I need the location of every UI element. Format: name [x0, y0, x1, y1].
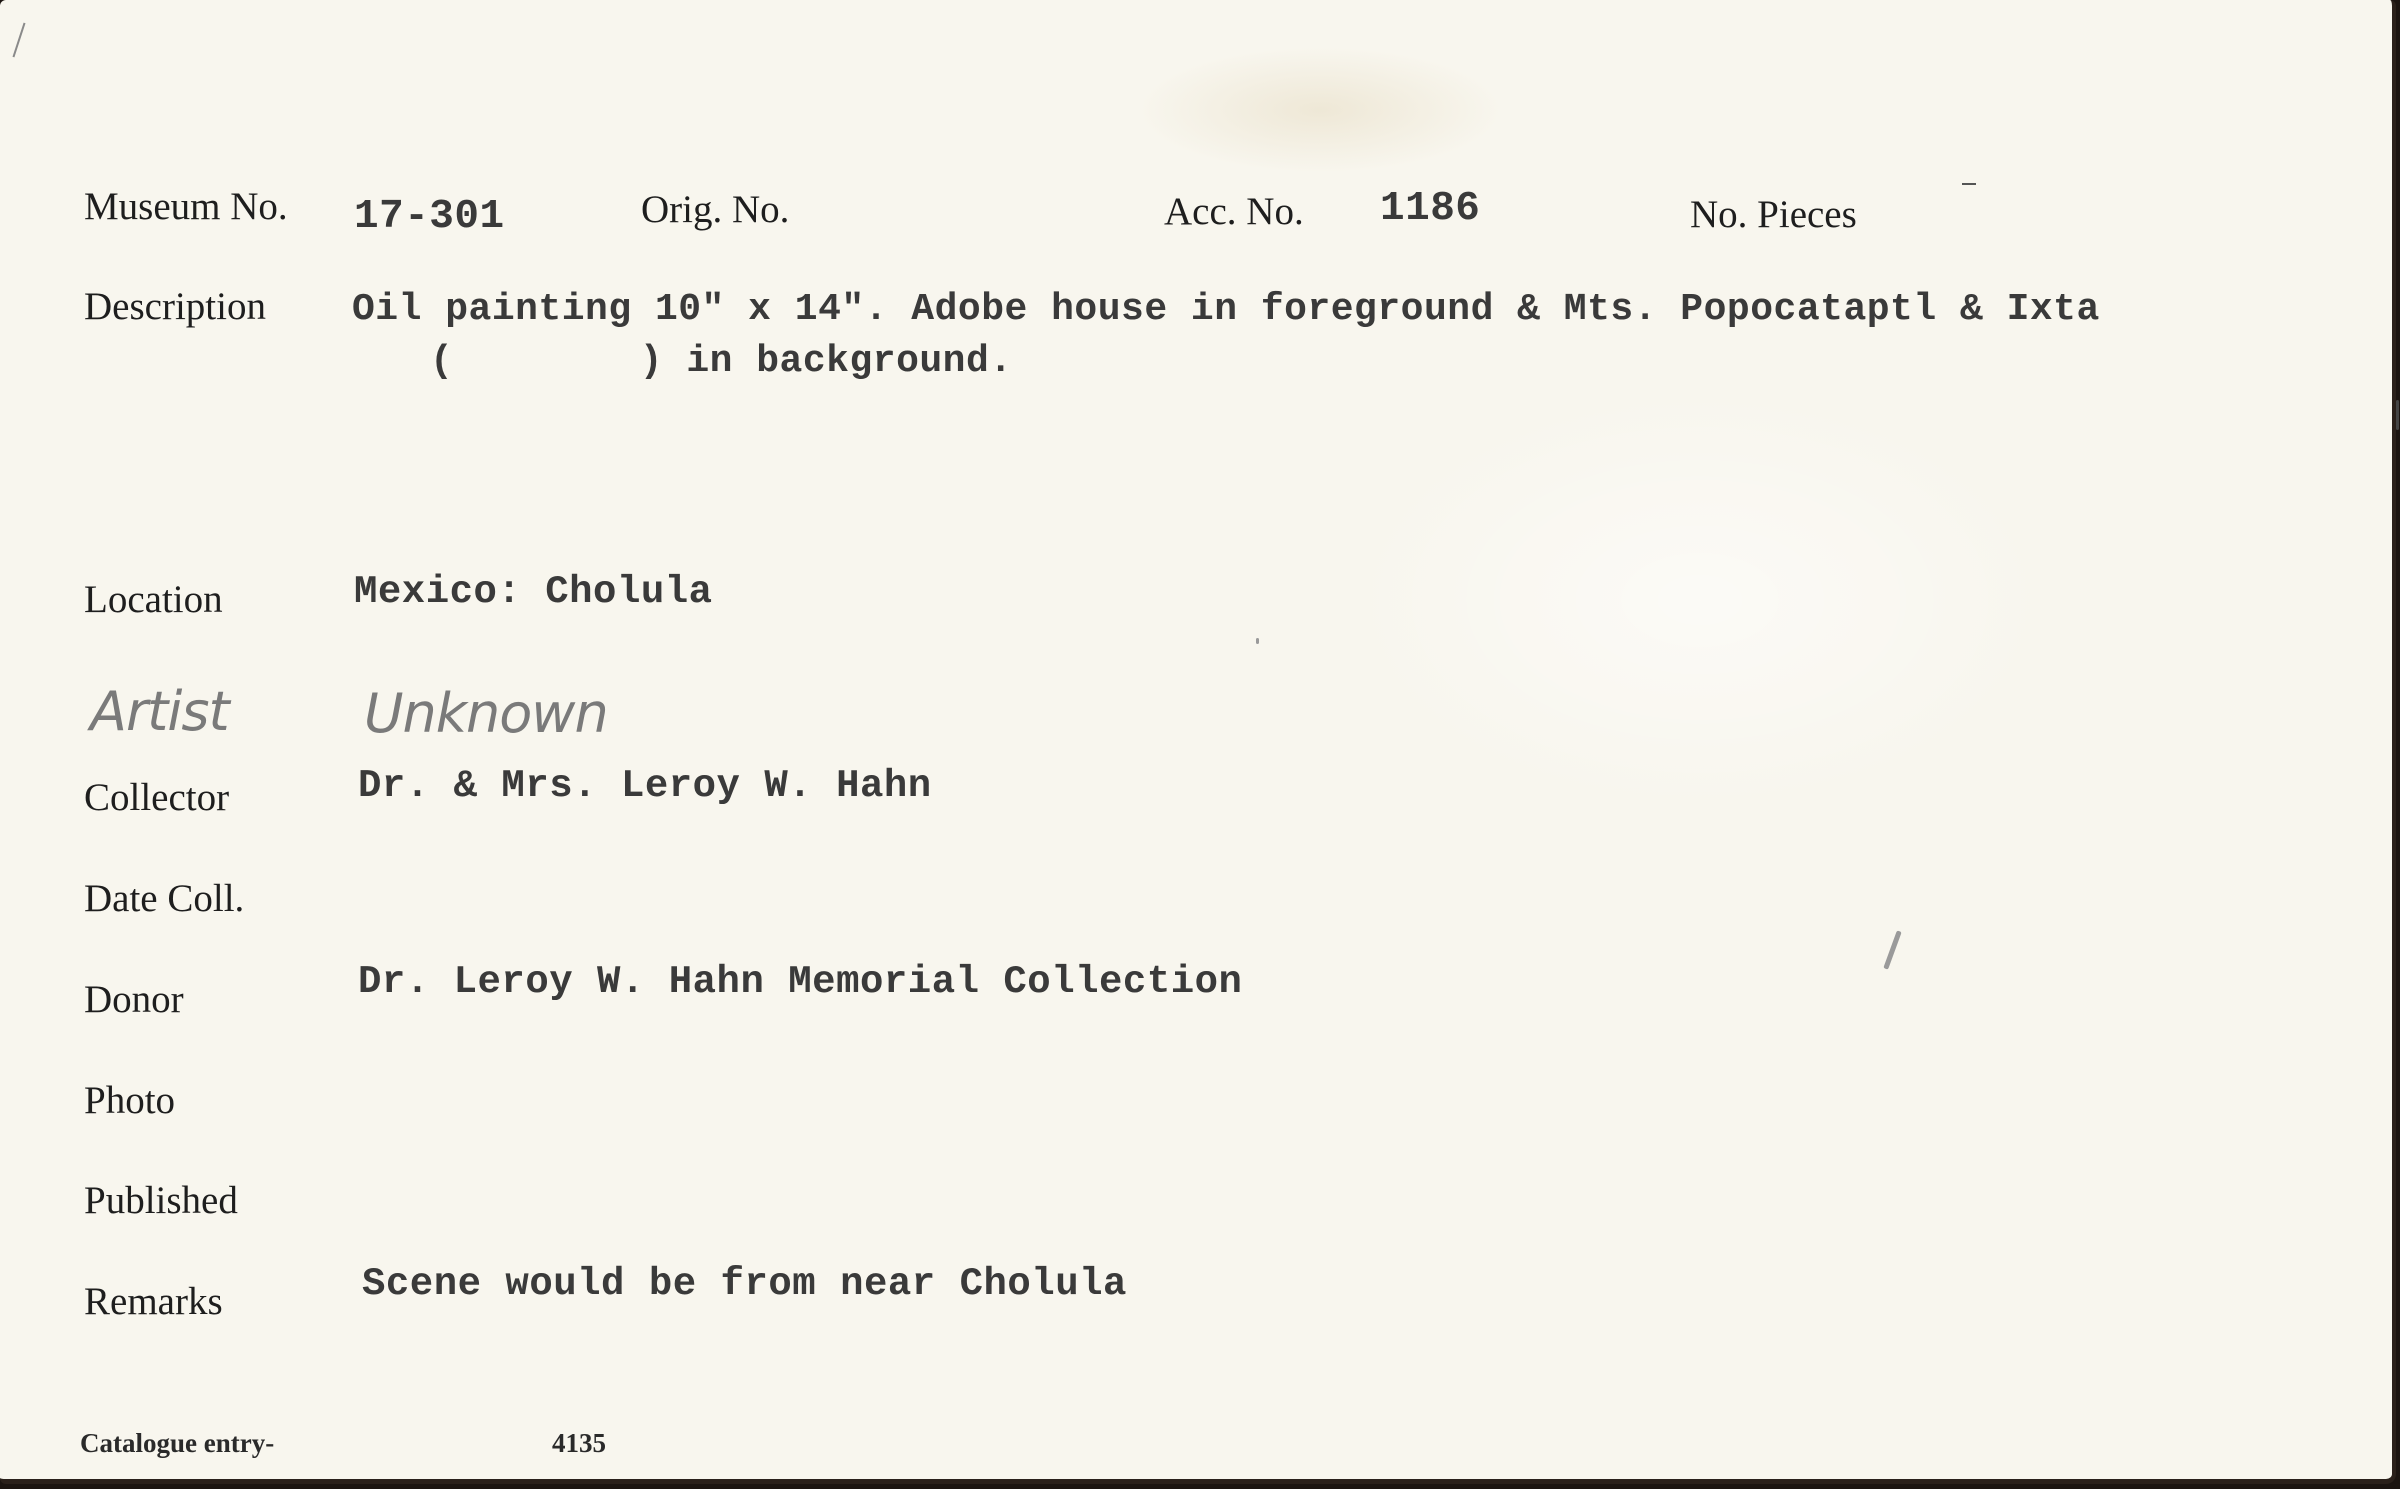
orig-no-label: Orig. No. — [641, 188, 790, 231]
artist-label-handwritten: Artist — [90, 680, 229, 743]
donor-value: Dr. Leroy W. Hahn Memorial Collection — [358, 960, 1243, 1004]
edge-mark — [2396, 400, 2399, 430]
donor-label: Donor — [84, 978, 184, 1021]
acc-no-label: Acc. No. — [1164, 190, 1304, 233]
location-value: Mexico: Cholula — [354, 570, 713, 614]
catalogue-entry-label: Catalogue entry- — [80, 1428, 275, 1458]
artist-value-handwritten: Unknown — [364, 682, 608, 745]
photo-label: Photo — [84, 1079, 176, 1122]
location-label: Location — [84, 578, 223, 621]
check-mark — [12, 23, 25, 58]
remarks-label: Remarks — [84, 1280, 223, 1323]
no-pieces-label: No. Pieces — [1690, 193, 1857, 236]
description-line-1: Oil painting 10" x 14". Adobe house in foreground & Mts. Popocataptl & Ixta — [352, 288, 2100, 331]
speck-mark — [1256, 638, 1259, 644]
museum-no-value: 17-301 — [354, 194, 505, 240]
date-coll-label: Date Coll. — [84, 877, 245, 920]
remarks-value: Scene would be from near Cholula — [362, 1262, 1127, 1306]
published-label: Published — [84, 1179, 238, 1222]
catalogue-number: 4135 — [552, 1428, 606, 1458]
description-line-2: ( ) in background. — [430, 340, 1013, 383]
smudge-mark — [1883, 930, 1901, 969]
collector-value: Dr. & Mrs. Leroy W. Hahn — [358, 764, 932, 808]
museum-no-label: Museum No. — [84, 185, 288, 228]
acc-no-value: 1186 — [1380, 186, 1481, 232]
description-label: Description — [84, 285, 266, 328]
collector-label: Collector — [84, 776, 230, 819]
pencil-dash — [1962, 183, 1976, 185]
